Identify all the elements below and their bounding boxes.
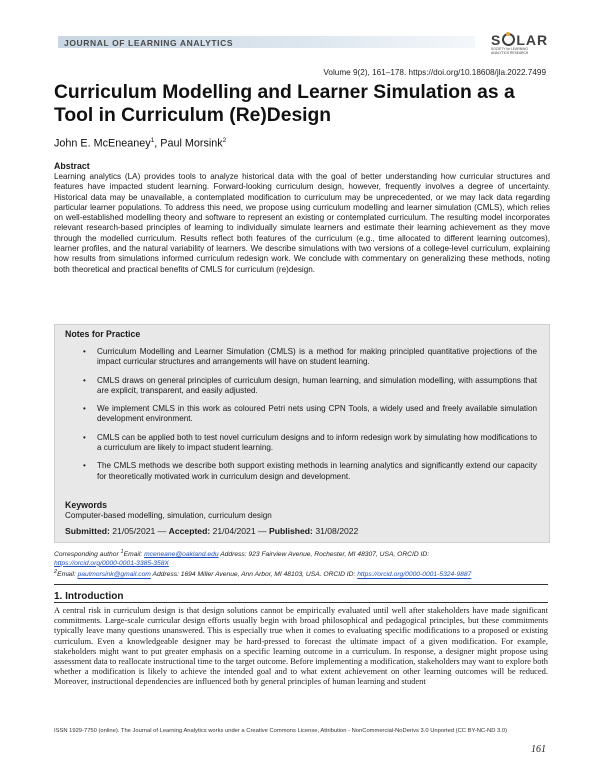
logo-wordmark: S LAR (491, 32, 549, 48)
note-item: • CMLS can be applied both to test novel curriculum designs and to inform redesign work by simulating how modifications to a curriculum are likely to impact student learning. (55, 433, 549, 454)
note-item: • We implement CMLS in this work as coloured Petri nets using CPN Tools, a widely used and freely available simulation development environment. (55, 404, 549, 425)
note-item: • Curriculum Modelling and Learner Simulation (CMLS) is a method for making principled quantitative projections of the impact curricular structures and arrangements will have on student learning. (55, 347, 549, 368)
email-link[interactable]: paulmorsink@gmail.com (77, 571, 151, 579)
solar-logo (491, 32, 551, 58)
submitted-label: Submitted: (65, 526, 110, 536)
submitted-date: 21/05/2021 (112, 526, 156, 536)
section-heading-introduction: 1. Introduction (54, 591, 124, 602)
email-link[interactable]: mceneane@oakland.edu (144, 551, 219, 559)
note-item: • CMLS draws on general principles of curriculum design, human learning, and simulation modelling, with assumptions that are explicit, transparent, and easily adjusted. (55, 376, 549, 397)
license-footer: ISSN 1929-7750 (online). The Journal of Learning Analytics works under a Creative Commons License, Attribution - NonCommercial-NoDerivs 3.0 Unported (CC BY-NC-ND 3.0) (54, 728, 507, 734)
author-name: Paul Morsink (160, 137, 223, 150)
notes-for-practice-box (54, 324, 550, 543)
introduction-text: A central risk in curriculum design is that design solutions cannot be empirically evaluated until well after stakeholders have made significant commitments. Large-scale curricular design efforts usually begin with broad philosophical and pedagogical principles, but these commitments typically leave many questions unanswered. This is especially true when it comes to evaluating specific modifications to a proposed or existing curriculum. Even a knowledgeable designer may be hard-pressed to forecast the ultimate impact of a given modification. For example, stakeholders might want to put greater emphasis on a specific learning outcome in a curriculum. In response, a designer might propose using assessment data to reallocate instructional time to the target outcome. Before implementing a modification, stakeholders may want to explore both whether a modification is likely to achieve the intended goal and to what extent achievement on other learning outcomes will be reduced. Moreover, instructional dependencies are influenced both by general principles of human learning and student (54, 605, 548, 687)
paper-title: Curriculum Modelling and Learner Simulation as a Tool in Curriculum (Re)Design (54, 82, 515, 126)
volume-doi[interactable]: Volume 9(2), 161–178. https://doi.org/10.18608/jla.2022.7499 (323, 68, 546, 77)
orcid-link[interactable]: https://orcid.org/0000-0001-3385-358X (54, 559, 169, 567)
journal-name: JOURNAL OF LEARNING ANALYTICS (64, 38, 234, 48)
logo-subtitle-2: ANALYTICS RESEARCH (491, 51, 529, 55)
date-separator: — (157, 526, 167, 536)
accepted-label: Accepted: (168, 526, 211, 536)
published-date: 31/08/2022 (315, 526, 359, 536)
notes-list (55, 347, 549, 490)
author-name: John E. McEneaney (54, 137, 151, 150)
keywords-heading: Keywords (65, 500, 108, 510)
author-list: John E. McEneaney$^1$, Paul Morsink$^2$ (54, 137, 227, 150)
page-number: 161 (531, 744, 546, 755)
author-affiliation-sup: 2 (222, 137, 227, 144)
submission-dates (65, 526, 358, 536)
orcid-link[interactable]: https://orcid.org/0000-0001-5324-9887 (357, 571, 472, 579)
keywords-text: Computer-based modelling, simulation, curriculum design (65, 511, 272, 520)
section-rule (54, 584, 548, 585)
author-affiliation-sup: 1 (150, 137, 155, 144)
published-label: Published: (268, 526, 313, 536)
section-rule (54, 602, 548, 603)
note-item: • The CMLS methods we describe both support existing methods in learning analytics and significantly extend our capacity for theoretically motivated work in curriculum design and development. (55, 461, 549, 482)
accepted-date: 21/04/2021 (212, 526, 256, 536)
abstract-heading: Abstract (54, 161, 90, 171)
logo-subtitle-1: SOCIETY for LEARNING (491, 47, 528, 51)
notes-heading: Notes for Practice (65, 329, 141, 339)
abstract-text: Learning analytics (LA) provides tools to analyze historical data with the goal of better understanding how curricular structures and features have impacted student learning. Forward-looking curriculum design, however, frequently involves a degree of uncertainty. Historical data may be unavailable, a contemplated modification to curriculum may be unprecedented, or we may lack data regarding particular learner populations. To address this need, we propose using curriculum modelling and learner simulation (CMLS), which relies on well-established modelling theory and software to represent an existing or contemplated curriculum. The resulting model incorporates relevant research-based principles of learning to individually simulate learners and estimate their learning achievement as they move through the modelled curriculum. Results reflect both features of the curriculum (e.g., time allocated to different learning outcomes), learner profiles, and the natural variability of learners. We describe simulations with two versions of a college-level curriculum, explaining how results from simulations informed curriculum redesign work. We conclude with commentary on generalizing these methods, noting both theoretical and practical benefits of CMLS for curriculum (re)design. (54, 172, 550, 274)
date-separator: — (258, 526, 267, 536)
correspondence-info: Corresponding author $^1$Email: mceneane@oakland.edu Address: 923 Fairview Avenue, Rochester, MI 48307, USA, ORCID ID: https://orcid.org/0000-0001-3385-358X $^2$Email: paulmorsink@gmail.com Address: 1694 Miller Avenue, Ann Arbor, MI 48103, USA. ORCID ID: https://orcid.org/0000-0001-5324-9887 (54, 549, 472, 579)
logo-o-icon (502, 33, 515, 46)
